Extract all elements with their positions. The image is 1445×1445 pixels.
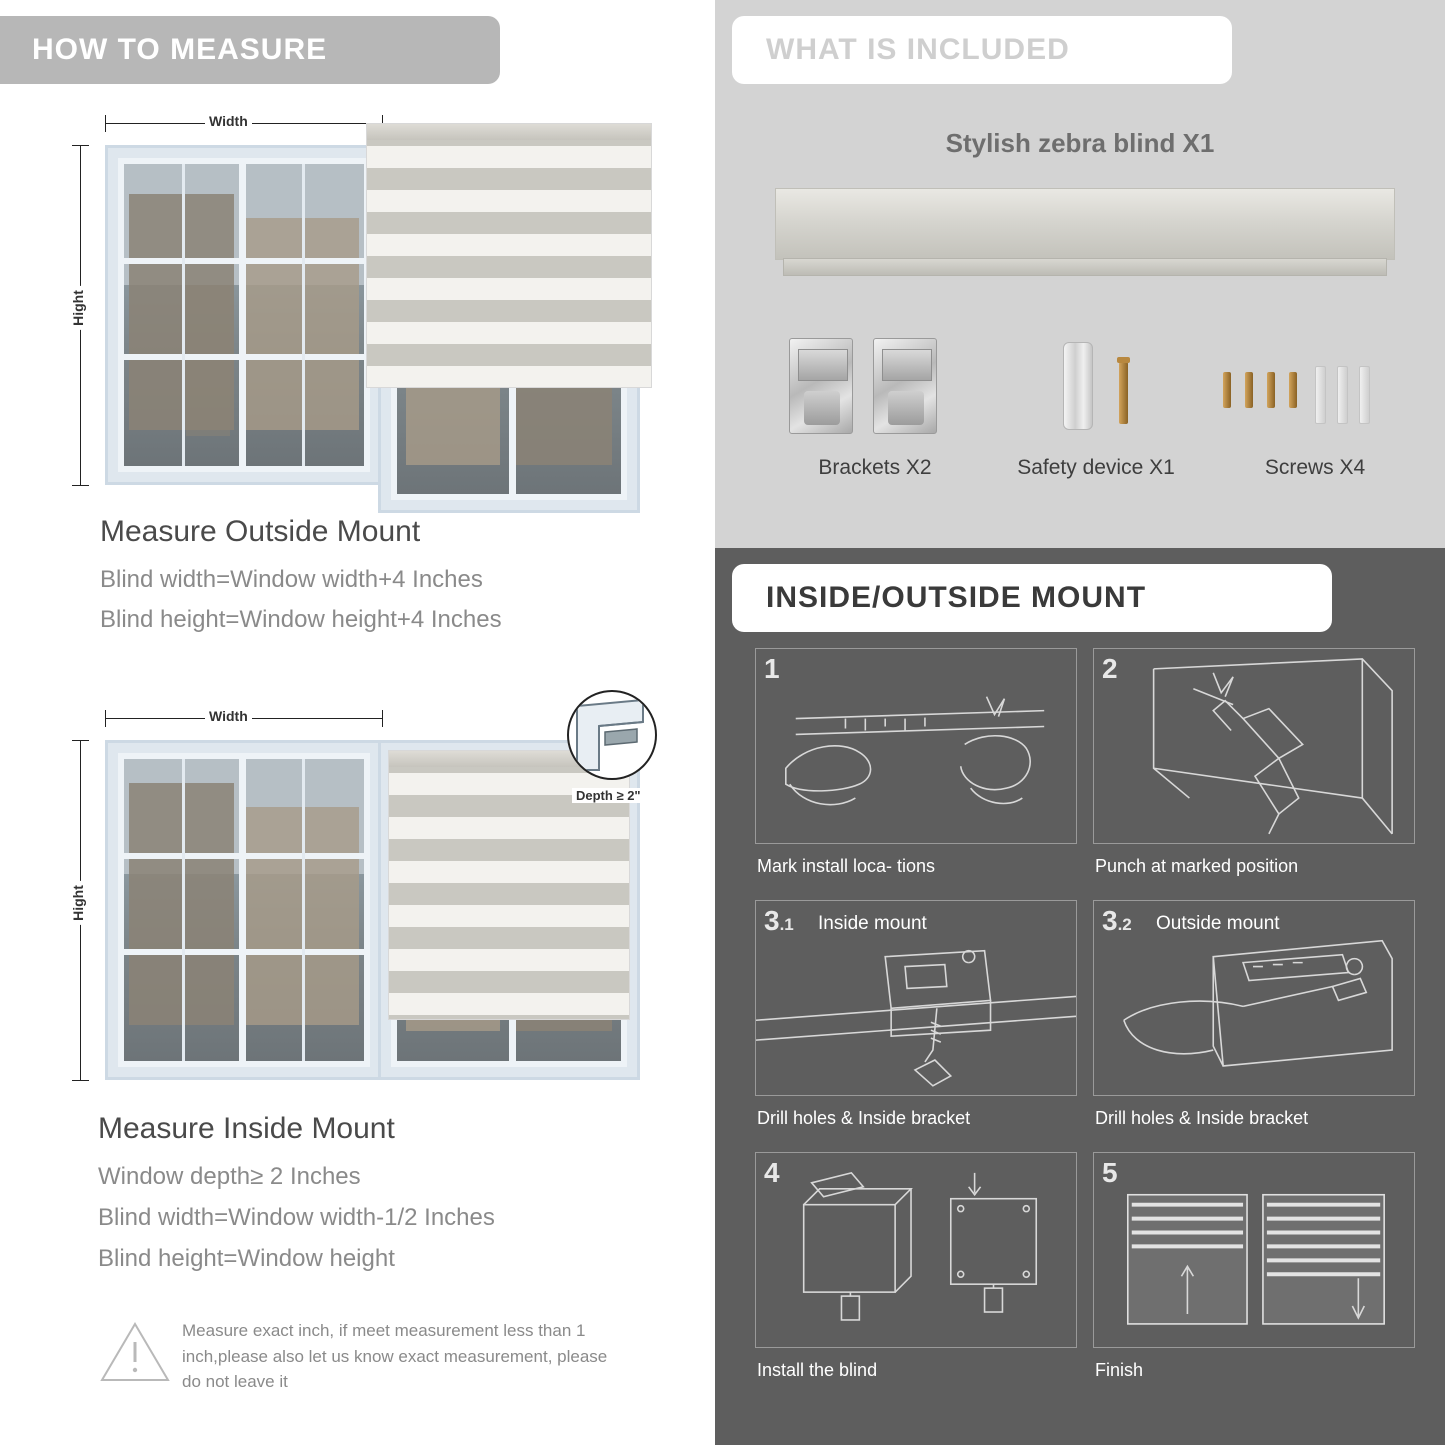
brackets-caption: Brackets X2 [818,456,932,479]
step-5-sketch [1094,1153,1414,1348]
product-title: Stylish zebra blind X1 [945,128,1215,158]
step-3-1-inline-title: Inside mount [818,913,927,934]
step-5-number: 5 [1102,1157,1118,1188]
safety-device-caption: Safety device X1 [1017,456,1175,479]
step-1-caption: Mark install loca- tions [757,856,936,876]
depth-label: Depth ≥ 2" [572,788,645,803]
width-tick-left-inside [105,710,106,727]
outside-mount-line-2: Blind height=Window height+4 Inches [100,606,502,633]
how-to-measure-banner: HOW TO MEASURE [0,16,500,84]
step-3-1-sketch [756,901,1076,1096]
step-1-figure [755,648,1077,844]
inside-mount-line-2: Blind width=Window width-1/2 Inches [98,1204,495,1231]
outside-mount-diagram [60,105,680,505]
step-3-1-number: 3.1 [764,905,794,936]
step-3-2-caption: Drill holes & Inside bracket [1095,1108,1309,1128]
width-tick-right-inside [382,710,383,727]
inside-mount-title: Measure Inside Mount [98,1112,395,1145]
window-illustration-outside [105,145,383,485]
step-2-sketch [1094,649,1414,844]
outside-mount-title: Measure Outside Mount [100,515,421,548]
step-3-2-sketch [1094,901,1414,1096]
inside-outside-mount-panel [715,548,1445,1445]
window-illustration-inside [105,740,383,1080]
step-3-2-figure [1093,900,1415,1096]
zebra-blind-product-image [775,188,1395,288]
height-tick-bottom-inside [72,1080,89,1081]
step-4-sketch [756,1153,1076,1348]
step-4-number: 4 [764,1157,780,1188]
warning-triangle-icon [100,1320,170,1384]
outside-height-label: Hight [70,286,86,330]
step-2-figure [1093,648,1415,844]
screws-caption: Screws X4 [1264,456,1366,479]
height-tick-top-inside [72,740,89,741]
width-tick-left [105,115,106,132]
step-3-2-number: 3.2 [1102,905,1132,936]
measure-warning [100,1318,660,1418]
screws-part [1223,372,1393,442]
step-4-figure [755,1152,1077,1348]
step-3-1-figure [755,900,1077,1096]
inside-width-label: Width [205,708,252,724]
height-tick-top [72,145,89,146]
inside-mount-line-1: Window depth≥ 2 Inches [98,1163,361,1190]
inside-mount-diagram [60,700,680,1100]
measure-warning-text: Measure exact inch, if meet measurement less than 1 inch,please also let us know exact measurement, please do not leave it [182,1321,608,1391]
depth-detail-callout [567,690,657,780]
height-tick-bottom [72,485,89,486]
outside-width-label: Width [205,113,252,129]
zebra-blind-outside-mount [366,123,652,388]
outside-mount-line-1: Blind width=Window width+4 Inches [100,566,483,593]
step-2-caption: Punch at marked position [1095,856,1299,876]
step-3-2-inline-title: Outside mount [1156,913,1280,934]
what-is-included-panel [715,0,1445,548]
step-2-number: 2 [1102,653,1118,684]
step-1-number: 1 [764,653,780,684]
step-3-1-caption: Drill holes & Inside bracket [757,1108,971,1128]
inside-outside-mount-banner: INSIDE/OUTSIDE MOUNT [732,564,1332,632]
how-to-measure-panel [0,0,715,1445]
inside-height-label: Hight [70,881,86,925]
step-5-caption: Finish [1095,1360,1144,1380]
step-4-caption: Install the blind [757,1360,878,1380]
inside-mount-line-3: Blind height=Window height [98,1245,395,1272]
what-is-included-banner: WHAT IS INCLUDED [732,16,1232,84]
step-5-figure [1093,1152,1415,1348]
step-1-sketch [756,649,1076,844]
